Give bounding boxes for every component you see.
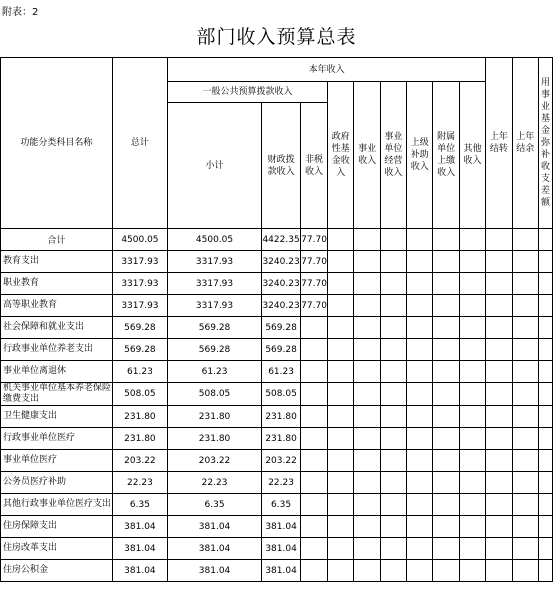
table-row bbox=[1, 339, 553, 361]
cell-name: 合计 bbox=[1, 229, 113, 251]
cell-fiscal: 6.35 bbox=[262, 494, 301, 516]
table-row bbox=[1, 251, 553, 273]
cell-total: 569.28 bbox=[112, 317, 167, 339]
cell-empty bbox=[354, 472, 380, 494]
cell-empty bbox=[433, 538, 459, 560]
table-row bbox=[1, 494, 553, 516]
cell-fiscal: 4422.35 bbox=[262, 229, 301, 251]
cell-empty bbox=[512, 516, 538, 538]
cell-total: 508.05 bbox=[112, 383, 167, 406]
cell-total: 381.04 bbox=[112, 516, 167, 538]
cell-name: 高等职业教育 bbox=[1, 295, 113, 317]
cell-empty bbox=[407, 295, 433, 317]
cell-empty bbox=[459, 317, 485, 339]
cell-nontax bbox=[301, 383, 328, 406]
cell-nontax bbox=[301, 538, 328, 560]
cell-empty bbox=[380, 361, 406, 383]
table-row bbox=[1, 560, 553, 582]
table-header bbox=[1, 58, 553, 229]
cell-fiscal: 508.05 bbox=[262, 383, 301, 406]
cell-empty bbox=[512, 450, 538, 472]
cell-empty bbox=[328, 450, 354, 472]
cell-empty bbox=[459, 450, 485, 472]
table-row bbox=[1, 229, 553, 251]
cell-empty bbox=[486, 273, 512, 295]
cell-fiscal: 3240.23 bbox=[262, 251, 301, 273]
cell-empty bbox=[459, 229, 485, 251]
cell-empty bbox=[380, 472, 406, 494]
cell-fiscal: 3240.23 bbox=[262, 273, 301, 295]
cell-empty bbox=[328, 229, 354, 251]
cell-empty bbox=[433, 251, 459, 273]
cell-empty bbox=[538, 516, 552, 538]
table-row bbox=[1, 450, 553, 472]
cell-empty bbox=[459, 428, 485, 450]
cell-empty bbox=[354, 383, 380, 406]
cell-empty bbox=[538, 317, 552, 339]
cell-total: 231.80 bbox=[112, 428, 167, 450]
cell-empty bbox=[433, 273, 459, 295]
cell-total: 231.80 bbox=[112, 406, 167, 428]
cell-empty bbox=[512, 273, 538, 295]
cell-empty bbox=[538, 450, 552, 472]
cell-fiscal: 569.28 bbox=[262, 317, 301, 339]
cell-empty bbox=[328, 361, 354, 383]
cell-empty bbox=[328, 295, 354, 317]
cell-empty bbox=[328, 339, 354, 361]
cell-subtotal: 22.23 bbox=[167, 472, 261, 494]
cell-empty bbox=[328, 494, 354, 516]
header-business: 事业收入 bbox=[354, 82, 380, 229]
cell-empty bbox=[459, 339, 485, 361]
cell-nontax: 77.70 bbox=[301, 229, 328, 251]
cell-empty bbox=[538, 229, 552, 251]
cell-fiscal: 381.04 bbox=[262, 538, 301, 560]
cell-empty bbox=[407, 251, 433, 273]
cell-empty bbox=[380, 538, 406, 560]
cell-fiscal: 203.22 bbox=[262, 450, 301, 472]
cell-name: 行政事业单位医疗 bbox=[1, 428, 113, 450]
cell-empty bbox=[459, 472, 485, 494]
cell-empty bbox=[512, 494, 538, 516]
cell-subtotal: 3317.93 bbox=[167, 273, 261, 295]
cell-subtotal: 381.04 bbox=[167, 538, 261, 560]
cell-empty bbox=[433, 339, 459, 361]
cell-empty bbox=[538, 361, 552, 383]
cell-empty bbox=[380, 560, 406, 582]
cell-empty bbox=[328, 273, 354, 295]
cell-empty bbox=[538, 383, 552, 406]
cell-empty bbox=[354, 406, 380, 428]
cell-empty bbox=[459, 361, 485, 383]
cell-empty bbox=[538, 494, 552, 516]
cell-empty bbox=[486, 317, 512, 339]
cell-nontax: 77.70 bbox=[301, 273, 328, 295]
cell-empty bbox=[486, 494, 512, 516]
cell-empty bbox=[407, 229, 433, 251]
cell-subtotal: 381.04 bbox=[167, 560, 261, 582]
cell-empty bbox=[538, 339, 552, 361]
budget-table bbox=[0, 57, 553, 582]
cell-empty bbox=[486, 538, 512, 560]
cell-empty bbox=[380, 516, 406, 538]
cell-nontax bbox=[301, 406, 328, 428]
cell-empty bbox=[407, 383, 433, 406]
cell-empty bbox=[512, 383, 538, 406]
cell-total: 6.35 bbox=[112, 494, 167, 516]
cell-empty bbox=[459, 383, 485, 406]
cell-empty bbox=[512, 406, 538, 428]
cell-empty bbox=[354, 516, 380, 538]
cell-name: 其他行政事业单位医疗支出 bbox=[1, 494, 113, 516]
cell-empty bbox=[486, 229, 512, 251]
cell-fiscal: 231.80 bbox=[262, 428, 301, 450]
header-superior-subsidy: 上级补助收入 bbox=[407, 82, 433, 229]
cell-empty bbox=[433, 317, 459, 339]
cell-subtotal: 3317.93 bbox=[167, 295, 261, 317]
attachment-note: 附表：2 bbox=[2, 7, 39, 18]
cell-empty bbox=[486, 560, 512, 582]
cell-fiscal: 381.04 bbox=[262, 516, 301, 538]
cell-subtotal: 569.28 bbox=[167, 317, 261, 339]
header-func-name: 功能分类科目名称 bbox=[1, 58, 113, 229]
header-nontax: 非税收入 bbox=[301, 103, 328, 229]
cell-empty bbox=[512, 472, 538, 494]
cell-name: 社会保障和就业支出 bbox=[1, 317, 113, 339]
cell-empty bbox=[486, 361, 512, 383]
cell-empty bbox=[328, 383, 354, 406]
table-row bbox=[1, 317, 553, 339]
table-row bbox=[1, 472, 553, 494]
header-unit-operation: 事业单位经营收入 bbox=[380, 82, 406, 229]
table-body bbox=[1, 229, 553, 582]
cell-total: 203.22 bbox=[112, 450, 167, 472]
cell-empty bbox=[538, 538, 552, 560]
cell-empty bbox=[354, 339, 380, 361]
cell-empty bbox=[459, 406, 485, 428]
cell-name: 住房公积金 bbox=[1, 560, 113, 582]
cell-empty bbox=[407, 560, 433, 582]
cell-empty bbox=[538, 428, 552, 450]
cell-empty bbox=[538, 472, 552, 494]
header-other: 其他收入 bbox=[459, 82, 485, 229]
cell-empty bbox=[407, 538, 433, 560]
cell-subtotal: 569.28 bbox=[167, 339, 261, 361]
cell-empty bbox=[354, 251, 380, 273]
cell-name: 卫生健康支出 bbox=[1, 406, 113, 428]
cell-name: 住房改革支出 bbox=[1, 538, 113, 560]
cell-empty bbox=[512, 560, 538, 582]
cell-empty bbox=[486, 472, 512, 494]
header-prior-balance: 上年结余 bbox=[512, 58, 538, 229]
table-row bbox=[1, 383, 553, 406]
cell-empty bbox=[328, 317, 354, 339]
cell-empty bbox=[459, 251, 485, 273]
table-row bbox=[1, 516, 553, 538]
cell-name: 教育支出 bbox=[1, 251, 113, 273]
cell-nontax bbox=[301, 472, 328, 494]
cell-empty bbox=[433, 383, 459, 406]
cell-empty bbox=[459, 538, 485, 560]
cell-empty bbox=[486, 406, 512, 428]
cell-nontax bbox=[301, 361, 328, 383]
cell-empty bbox=[433, 229, 459, 251]
cell-empty bbox=[512, 339, 538, 361]
cell-total: 3317.93 bbox=[112, 273, 167, 295]
table-row bbox=[1, 361, 553, 383]
cell-empty bbox=[407, 361, 433, 383]
cell-empty bbox=[512, 428, 538, 450]
table-row bbox=[1, 428, 553, 450]
cell-empty bbox=[380, 317, 406, 339]
cell-empty bbox=[354, 560, 380, 582]
cell-empty bbox=[407, 494, 433, 516]
header-affiliated-remit: 附属单位上缴收入 bbox=[433, 82, 459, 229]
cell-empty bbox=[538, 295, 552, 317]
cell-empty bbox=[459, 273, 485, 295]
cell-empty bbox=[433, 450, 459, 472]
cell-empty bbox=[380, 229, 406, 251]
cell-subtotal: 508.05 bbox=[167, 383, 261, 406]
cell-empty bbox=[328, 406, 354, 428]
cell-empty bbox=[512, 361, 538, 383]
cell-empty bbox=[354, 538, 380, 560]
cell-empty bbox=[486, 251, 512, 273]
cell-empty bbox=[459, 295, 485, 317]
cell-total: 3317.93 bbox=[112, 295, 167, 317]
cell-empty bbox=[433, 494, 459, 516]
cell-empty bbox=[380, 406, 406, 428]
cell-name: 机关事业单位基本养老保险缴费支出 bbox=[1, 383, 113, 406]
cell-empty bbox=[380, 494, 406, 516]
cell-fiscal: 61.23 bbox=[262, 361, 301, 383]
cell-empty bbox=[433, 560, 459, 582]
cell-empty bbox=[328, 560, 354, 582]
cell-empty bbox=[538, 273, 552, 295]
header-subtotal: 小计 bbox=[167, 103, 261, 229]
cell-empty bbox=[407, 428, 433, 450]
cell-total: 22.23 bbox=[112, 472, 167, 494]
cell-fiscal: 381.04 bbox=[262, 560, 301, 582]
cell-empty bbox=[486, 450, 512, 472]
cell-name: 公务员医疗补助 bbox=[1, 472, 113, 494]
cell-total: 3317.93 bbox=[112, 251, 167, 273]
cell-empty bbox=[433, 428, 459, 450]
cell-nontax bbox=[301, 516, 328, 538]
cell-empty bbox=[459, 516, 485, 538]
cell-empty bbox=[354, 317, 380, 339]
cell-total: 4500.05 bbox=[112, 229, 167, 251]
cell-empty bbox=[486, 339, 512, 361]
cell-empty bbox=[512, 317, 538, 339]
cell-empty bbox=[407, 273, 433, 295]
cell-empty bbox=[328, 251, 354, 273]
cell-empty bbox=[407, 317, 433, 339]
cell-nontax: 77.70 bbox=[301, 295, 328, 317]
cell-empty bbox=[538, 406, 552, 428]
cell-name: 职业教育 bbox=[1, 273, 113, 295]
cell-name: 住房保障支出 bbox=[1, 516, 113, 538]
cell-empty bbox=[407, 406, 433, 428]
cell-fiscal: 569.28 bbox=[262, 339, 301, 361]
cell-empty bbox=[407, 516, 433, 538]
cell-empty bbox=[433, 406, 459, 428]
cell-empty bbox=[486, 295, 512, 317]
table-row bbox=[1, 406, 553, 428]
cell-empty bbox=[380, 273, 406, 295]
cell-empty bbox=[538, 560, 552, 582]
cell-empty bbox=[354, 494, 380, 516]
cell-empty bbox=[433, 295, 459, 317]
cell-subtotal: 231.80 bbox=[167, 428, 261, 450]
header-prior-carry: 上年结转 bbox=[486, 58, 512, 229]
cell-empty bbox=[512, 251, 538, 273]
cell-empty bbox=[407, 450, 433, 472]
cell-subtotal: 4500.05 bbox=[167, 229, 261, 251]
cell-empty bbox=[380, 295, 406, 317]
cell-subtotal: 3317.93 bbox=[167, 251, 261, 273]
header-fund-gap: 用事业基金弥补收支差额 bbox=[538, 58, 552, 229]
cell-empty bbox=[407, 472, 433, 494]
cell-subtotal: 203.22 bbox=[167, 450, 261, 472]
cell-fiscal: 22.23 bbox=[262, 472, 301, 494]
cell-total: 569.28 bbox=[112, 339, 167, 361]
cell-empty bbox=[486, 516, 512, 538]
cell-total: 61.23 bbox=[112, 361, 167, 383]
cell-empty bbox=[538, 251, 552, 273]
header-fiscal: 财政拨款收入 bbox=[262, 103, 301, 229]
cell-name: 事业单位医疗 bbox=[1, 450, 113, 472]
cell-nontax bbox=[301, 317, 328, 339]
cell-nontax bbox=[301, 428, 328, 450]
cell-subtotal: 381.04 bbox=[167, 516, 261, 538]
header-general-public: 一般公共预算拨款收入 bbox=[167, 82, 327, 103]
cell-fiscal: 3240.23 bbox=[262, 295, 301, 317]
cell-empty bbox=[354, 295, 380, 317]
cell-subtotal: 6.35 bbox=[167, 494, 261, 516]
cell-empty bbox=[380, 450, 406, 472]
table-row bbox=[1, 295, 553, 317]
header-gov-fund: 政府性基金收入 bbox=[328, 82, 354, 229]
cell-empty bbox=[380, 428, 406, 450]
cell-empty bbox=[433, 516, 459, 538]
cell-empty bbox=[354, 428, 380, 450]
cell-empty bbox=[433, 361, 459, 383]
cell-nontax bbox=[301, 450, 328, 472]
cell-empty bbox=[512, 295, 538, 317]
table-row bbox=[1, 273, 553, 295]
page-title: 部门收入预算总表 bbox=[196, 26, 357, 48]
cell-empty bbox=[407, 339, 433, 361]
cell-empty bbox=[459, 560, 485, 582]
cell-subtotal: 231.80 bbox=[167, 406, 261, 428]
cell-name: 行政事业单位养老支出 bbox=[1, 339, 113, 361]
cell-nontax bbox=[301, 560, 328, 582]
cell-empty bbox=[328, 516, 354, 538]
cell-nontax bbox=[301, 494, 328, 516]
cell-empty bbox=[486, 383, 512, 406]
cell-total: 381.04 bbox=[112, 538, 167, 560]
cell-empty bbox=[380, 339, 406, 361]
cell-empty bbox=[512, 229, 538, 251]
cell-nontax bbox=[301, 339, 328, 361]
header-current-year: 本年收入 bbox=[167, 58, 485, 82]
cell-empty bbox=[328, 538, 354, 560]
cell-empty bbox=[512, 538, 538, 560]
cell-empty bbox=[433, 472, 459, 494]
table-row bbox=[1, 538, 553, 560]
cell-empty bbox=[328, 428, 354, 450]
cell-fiscal: 231.80 bbox=[262, 406, 301, 428]
cell-subtotal: 61.23 bbox=[167, 361, 261, 383]
cell-total: 381.04 bbox=[112, 560, 167, 582]
cell-empty bbox=[380, 383, 406, 406]
cell-name: 事业单位离退休 bbox=[1, 361, 113, 383]
cell-empty bbox=[459, 494, 485, 516]
cell-nontax: 77.70 bbox=[301, 251, 328, 273]
cell-empty bbox=[354, 273, 380, 295]
cell-empty bbox=[486, 428, 512, 450]
cell-empty bbox=[328, 472, 354, 494]
cell-empty bbox=[354, 229, 380, 251]
cell-empty bbox=[354, 450, 380, 472]
cell-empty bbox=[354, 361, 380, 383]
header-total: 总计 bbox=[112, 58, 167, 229]
cell-empty bbox=[380, 251, 406, 273]
